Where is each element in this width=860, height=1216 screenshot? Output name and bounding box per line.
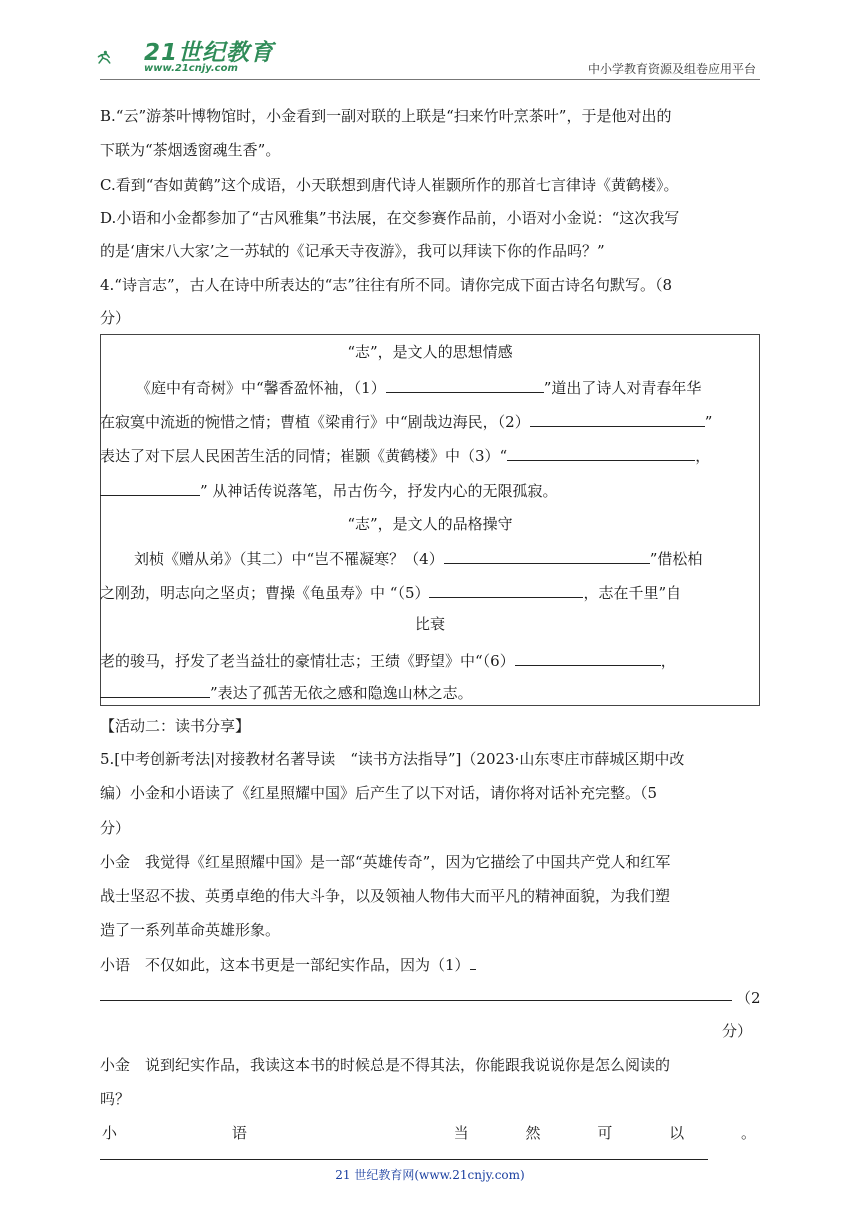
- answer-line-1[interactable]: [100, 1000, 732, 1001]
- header-divider: [100, 79, 760, 80]
- yu2-char: 可: [597, 1124, 613, 1142]
- dialogue-yu-1: [100, 954, 476, 975]
- activity-2-heading: 【活动二：读书分享】: [100, 717, 251, 735]
- yu2-char: 。: [740, 1124, 756, 1142]
- dialogue-yu-2: [100, 1123, 760, 1143]
- runner-logo-icon: [96, 36, 146, 78]
- box-row2-text: 在寂寞中流逝的惋惜之情；曹植《梁甫行》中“剧哉边海民，（2）: [100, 413, 530, 431]
- option-d-line2: 的是‘唐宋八大家’之一苏轼的《记承天寺夜游》，我可以拜读下你的作品吗？”: [100, 242, 605, 260]
- header-platform-text: 中小学教育资源及组卷应用平台: [587, 62, 756, 76]
- box-row1: [136, 377, 701, 398]
- box-row8: [100, 650, 676, 671]
- score-label-b: 分）: [722, 1022, 753, 1040]
- option-b-line1: B.“云”游茶叶博物馆时，小金看到一副对联的上联是“扫来竹叶烹茶叶”，于是他对出的: [100, 107, 672, 125]
- box-row6-text: 之刚劲，明志向之坚贞；曹操《龟虽寿》中 “（5）: [100, 584, 430, 602]
- box-row9-tail: ”表达了孤苦无依之感和隐逸山林之志。: [210, 684, 473, 702]
- dialogue-jin-2-line2: 吗？: [100, 1090, 131, 1108]
- box-row2: [100, 411, 712, 432]
- dialogue-jin-2-line1: 小金 说到纪实作品，我读这本书的时候总是不得其法，你能跟我说说你是怎么阅读的: [100, 1056, 671, 1074]
- box-heading-emotion: “志”，是文人的思想情感: [347, 343, 513, 361]
- blank-2[interactable]: [530, 411, 705, 427]
- box-row3-tail: ，: [695, 447, 711, 465]
- option-c-line1: C.看到“杳如黄鹤”这个成语，小天联想到唐代诗人崔颢所作的那首七言律诗《黄鹤楼》。: [100, 176, 679, 194]
- box-row6: [100, 582, 681, 603]
- blank-1[interactable]: [386, 377, 544, 393]
- blank-6a[interactable]: [515, 650, 661, 666]
- question-4-line1: 4.“诗言志”，古人在诗中所表达的“志”往往有所不同。请你完成下面古诗名句默写。（8: [100, 276, 673, 294]
- question-5-line3: 分）: [100, 819, 131, 837]
- box-row2-tail: ”: [704, 413, 713, 431]
- box-row9: [100, 682, 473, 703]
- box-row4-tail: ” 从神话传说落笔，吊古伤今，抒发内心的无限孤寂。: [200, 482, 558, 500]
- box-row1-text: 《庭中有奇树》中“馨香盈怀袖，（1）: [136, 379, 386, 397]
- box-row4: [100, 480, 557, 501]
- score-label-a: （2: [736, 989, 761, 1007]
- box-row3-text: 表达了对下层人民困苦生活的同情；崔颢《黄鹤楼》中（3）“: [100, 447, 508, 465]
- question-5-line2: 编）小金和小语读了《红星照耀中国》后产生了以下对话，请你将对话补充完整。（5: [100, 784, 658, 802]
- answer-line-2[interactable]: [100, 1159, 708, 1160]
- question-5-line1: 5.[中考创新考法|对接教材名著导读 “读书方法指导”]（2023·山东枣庄市薛城区期中改: [100, 750, 685, 768]
- dialogue-jin-1-line2: 战士坚忍不拔、英勇卓绝的伟大斗争，以及领袖人物伟大而平凡的精神面貌，为我们塑: [100, 887, 671, 905]
- box-row3: [100, 445, 710, 466]
- box-row6-tail: ，志在千里”自: [583, 584, 682, 602]
- dialogue-yu-1-text: 小语 不仅如此，这本书更是一部纪实作品，因为（1）: [100, 956, 470, 974]
- yu2-char: 语: [231, 1124, 247, 1142]
- box-row5-text: 刘桢《赠从弟》（其二）中“岂不罹凝寒？（4）: [134, 550, 444, 568]
- yu2-char: 然: [525, 1124, 541, 1142]
- blank-5[interactable]: [429, 582, 583, 598]
- dialogue-jin-1-line1: 小金 我觉得《红星照耀中国》是一部“英雄传奇”，因为它描绘了中国共产党人和红军: [100, 853, 671, 871]
- box-row1-tail: ”道出了诗人对青春年华: [543, 379, 702, 397]
- blank-6b[interactable]: [100, 682, 210, 698]
- yu2-char: 以: [669, 1124, 685, 1142]
- box-heading-character: “志”，是文人的品格操守: [347, 515, 513, 533]
- logo-text: 21世纪教育: [144, 40, 275, 66]
- box-row8-text: 老的骏马，抒发了老当益壮的豪情壮志；王绩《野望》中“（6）: [100, 652, 515, 670]
- logo-url: www.21cnjy.com: [144, 63, 238, 74]
- box-row5-tail: ”借松柏: [649, 550, 703, 568]
- dialogue-jin-1-line3: 造了一系列革命英雄形象。: [100, 921, 281, 939]
- footer-source: 21 世纪教育网(www.21cnjy.com): [335, 1168, 525, 1182]
- question-4-line2: 分）: [100, 309, 131, 327]
- yu2-char: 当: [453, 1124, 469, 1142]
- blank-4[interactable]: [444, 548, 650, 564]
- option-d-line1: D.小语和小金都参加了“古风雅集”书法展，在交参赛作品前，小语对小金说：“这次我写: [100, 209, 680, 227]
- box-row7: 比衰: [414, 615, 445, 633]
- yu2-char: 小: [102, 1124, 118, 1142]
- option-b-line2: 下联为“茶烟透窗魂生香”。: [100, 141, 281, 159]
- box-row5: [134, 548, 702, 569]
- blank-3a[interactable]: [507, 445, 695, 461]
- blank-q5-1-start[interactable]: [470, 954, 476, 970]
- box-row8-tail: ，: [660, 652, 676, 670]
- blank-3b[interactable]: [100, 480, 200, 496]
